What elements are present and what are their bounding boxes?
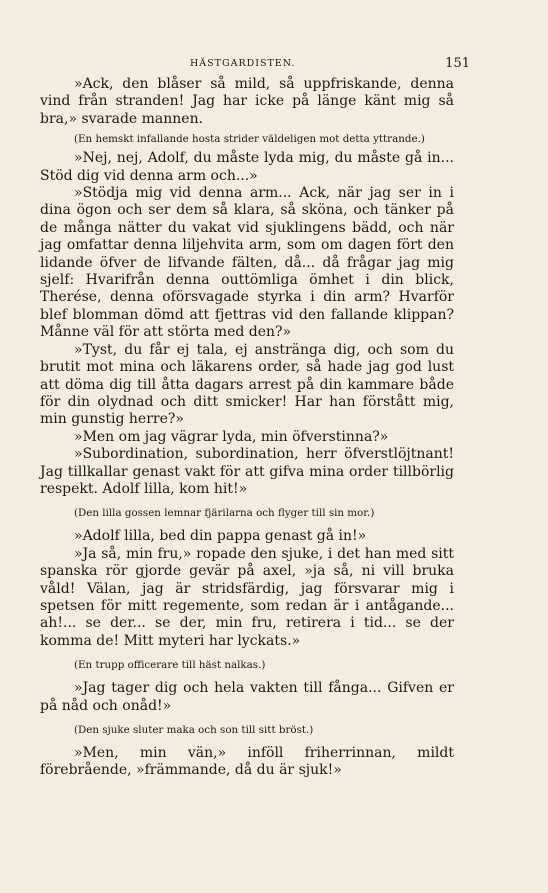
paragraph: »Nej, nej, Adolf, du måste lyda mig, du måste gå in... Stöd dig vid denna arm och...» <box>40 150 454 184</box>
paragraph: »Men, min vän,» inföll friherrinnan, mildt förebrående, »främmande, då du är sjuk!» <box>40 745 454 779</box>
stage-direction: (En trupp officerare till häst nalkas.) <box>74 659 266 672</box>
page-number: 151 <box>445 56 470 71</box>
running-title: HÄSTGARDISTEN. <box>190 58 296 69</box>
paragraph: »Ja så, min fru,» ropade den sjuke, i det han med sitt spanska rör gjorde gevär på axel, »ja så, ni vill bruka våld! Välan, jag är stridsfärdig, jag försvarar mig i spetsen för mitt regemente, som redan är i antågande... ah!... se der... se der, min fru, retirera i tid... se der komma de! Mitt myteri har lyckats.» <box>40 545 454 649</box>
paragraph: »Men om jag vägrar lyda, min öfverstinna?» <box>74 428 389 445</box>
paragraph: »Subordination, subordination, herr öfverstlöjtnant! Jag tillkallar genast vakt för att gifva mina order tillbörlig respekt. Adolf lilla, kom hit!» <box>40 446 454 497</box>
page-text <box>40 76 454 780</box>
stage-direction: (Den sjuke sluter maka och son till sitt bröst.) <box>74 724 314 736</box>
paragraph: »Tyst, du får ej tala, ej anstränga dig, och som du brutit mot mina och läkarens order, så hade jag god lust att döma dig till åtta dagars arrest på din kammare både för din olydnad och ditt smicker! Har han förstått mig, min gunstig herre?» <box>40 341 454 428</box>
stage-direction: (En hemskt infallande hosta strider väldeligen mot detta yttrande.) <box>74 133 425 146</box>
paragraph: »Adolf lilla, bed din pappa genast gå in!» <box>74 528 367 545</box>
page-header <box>40 56 470 74</box>
paragraph: »Jag tager dig och hela vakten till fånga... Gifven er på nåd och onåd!» <box>40 680 454 714</box>
paragraph: »Stödja mig vid denna arm... Ack, när jag ser in i dina ögon och ser dem så klara, så sköna, och tänker på de många nätter du vakat vid sjuklingens bädd, och när jag omfattar denna liljehvita arm, som om dagen fört den lidande öfver de lifvande fälten, då... då frågar jag mig sjelf: Hvarifrån denna outtömliga ömhet i din blick, Therése, denna oförsvagade styrka i din arm? Hvarför blef blomman dömd att fjettras vid den fallande klippan? Månne väl för att störta med den?» <box>40 185 454 341</box>
stage-direction: (Den lilla gossen lemnar fjärilarna och flyger till sin mor.) <box>74 507 375 520</box>
paragraph: »Ack, den blåser så mild, så uppfriskande, denna vind från stranden! Jag har icke på länge känt mig så bra,» svarade mannen. <box>40 76 454 127</box>
